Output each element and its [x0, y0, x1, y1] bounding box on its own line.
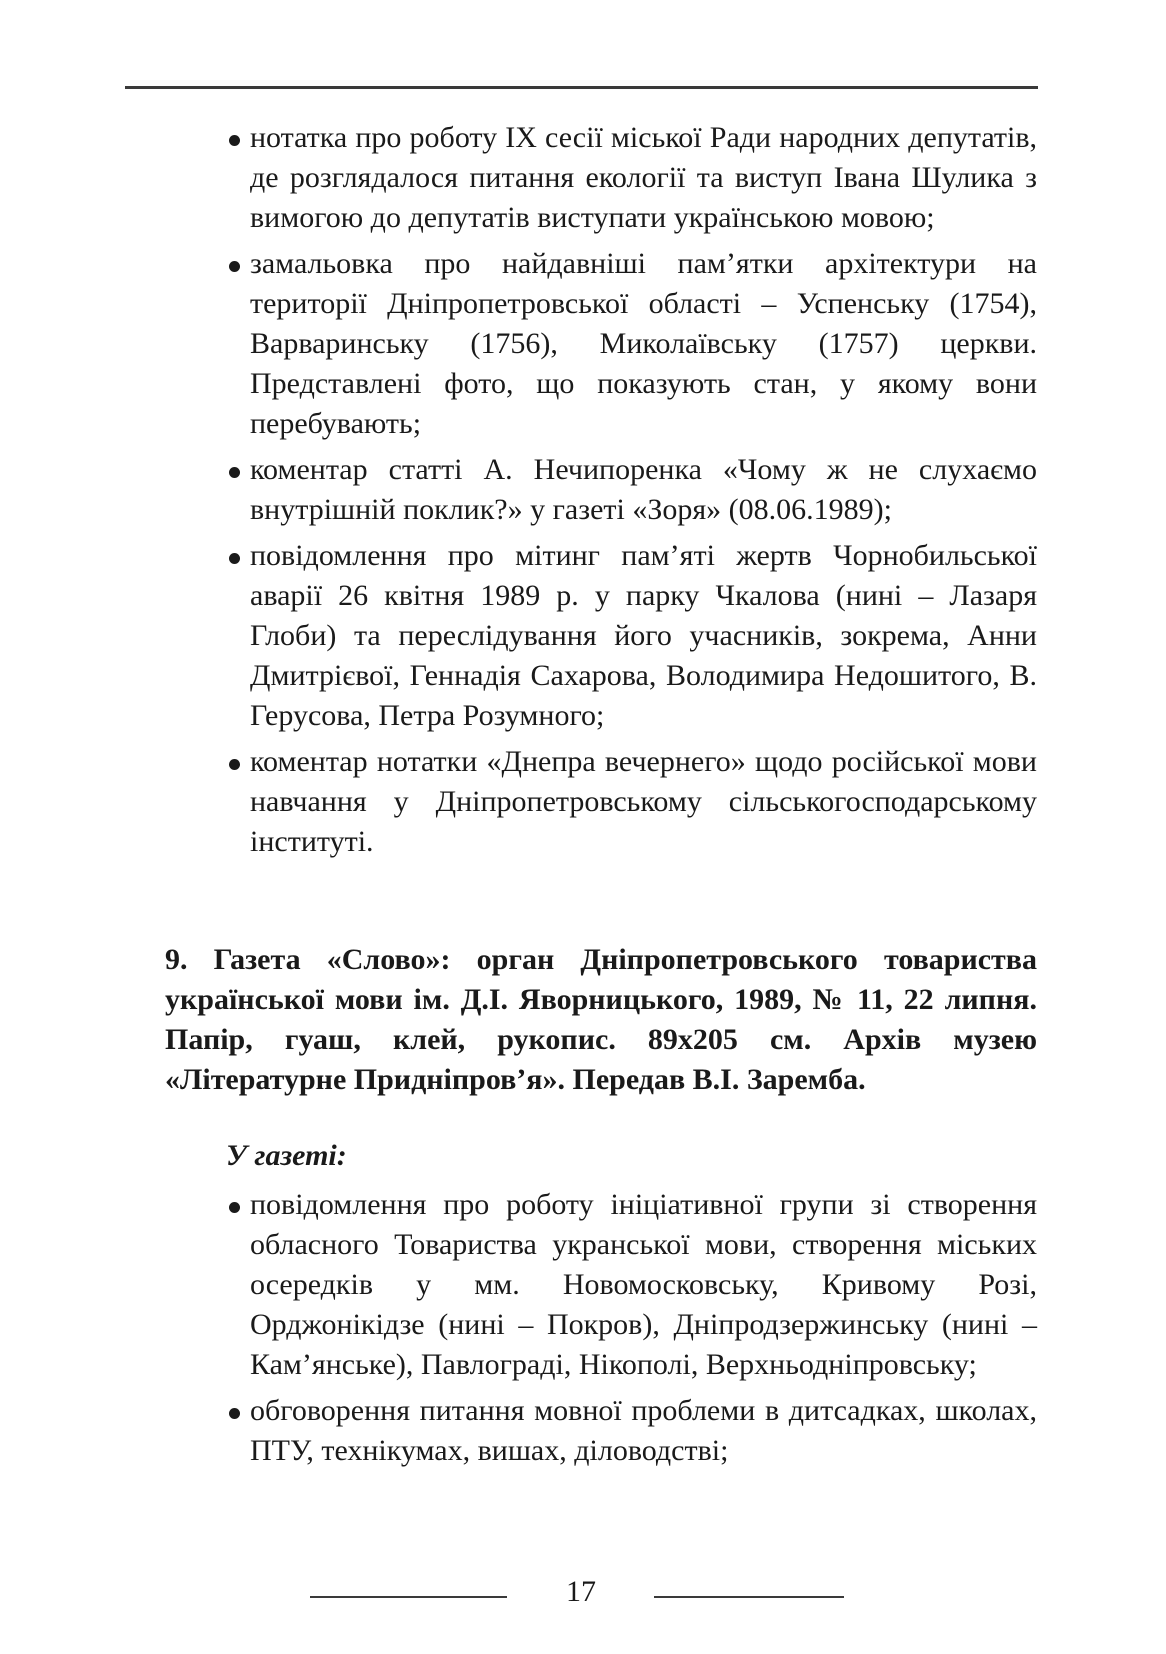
top-rule — [125, 86, 1038, 89]
list-item — [226, 1185, 1037, 1385]
list-item-text: повідомлення про роботу ініціативної групи зі створення обласного Товариства укранської мови, створення міських осередків у мм. Новомосковську, Кривому Розі, Орджонікідзе (нині – Покров), Дніпродзержинську (нині – Кам’янське), Павлограді, Нікополі, Верхньодніпровську; — [250, 1188, 1037, 1381]
footer-rule-right — [654, 1596, 844, 1598]
page-number: 17 — [566, 1575, 596, 1608]
list-item — [226, 450, 1037, 530]
list-item — [226, 742, 1037, 862]
list-item-text: замальовка про найдавніші пам’ятки архітектури на території Дніпропетровської області – Успенську (1754), Варваринську (1756), Миколаївську (1757) церкви. Представлені фото, що показують стан, у якому вони перебувають; — [250, 247, 1037, 440]
list-item-text: коментар нотатки «Днепра вечернего» щодо російської мови навчання у Дніпропетровському сільськогосподарському інституті. — [250, 745, 1037, 858]
list-item-text: нотатка про роботу IX сесії міської Ради народних депутатів, де розглядалося питання екології та виступ Івана Шулика з вимогою до депутатів виступати українською мовою; — [250, 121, 1037, 234]
bullet-icon — [229, 1408, 240, 1419]
list-item — [226, 118, 1037, 238]
bullet-list-slovo-contents — [226, 1185, 1037, 1477]
list-item-text: коментар статті А. Нечипоренка «Чому ж не слухаємо внутрішній поклик?» у газеті «Зоря» (08.06.1989); — [250, 453, 1037, 526]
list-item-text: обговорення питання мовної проблеми в дитсадках, школах, ПТУ, технікумах, вишах, діловодстві; — [250, 1394, 1037, 1467]
footer-rule-left — [310, 1596, 507, 1598]
bullet-icon — [229, 553, 240, 564]
section-heading: 9. Газета «Слово»: орган Дніпропетровського товариства української мови ім. Д.І. Яворницького, 1989, № 11, 22 липня. Папір, гуаш, клей, рукопис. 89х205 см. Архів музею «Літературне Придніпров’я». Передав В.І. Заремба. — [165, 943, 1037, 1096]
bullet-icon — [229, 1202, 240, 1213]
bullet-icon — [229, 261, 240, 272]
list-item-text: повідомлення про мітинг пам’яті жертв Чорнобильської аварії 26 квітня 1989 р. у парку Чкалова (нині – Лазаря Глоби) та переслідування його учасників, зокрема, Анни Дмитрієвої, Геннадія Сахарова, Володимира Недошитого, В. Герусова, Петра Розумного; — [250, 539, 1037, 732]
subheading: У газеті: — [226, 1139, 347, 1172]
bullet-icon — [229, 467, 240, 478]
page-footer — [0, 1572, 1166, 1612]
list-item — [226, 244, 1037, 444]
bullet-icon — [229, 135, 240, 146]
bullet-list-newspaper-contents — [226, 118, 1037, 868]
list-item — [226, 1391, 1037, 1471]
bullet-icon — [229, 759, 240, 770]
list-item — [226, 536, 1037, 736]
